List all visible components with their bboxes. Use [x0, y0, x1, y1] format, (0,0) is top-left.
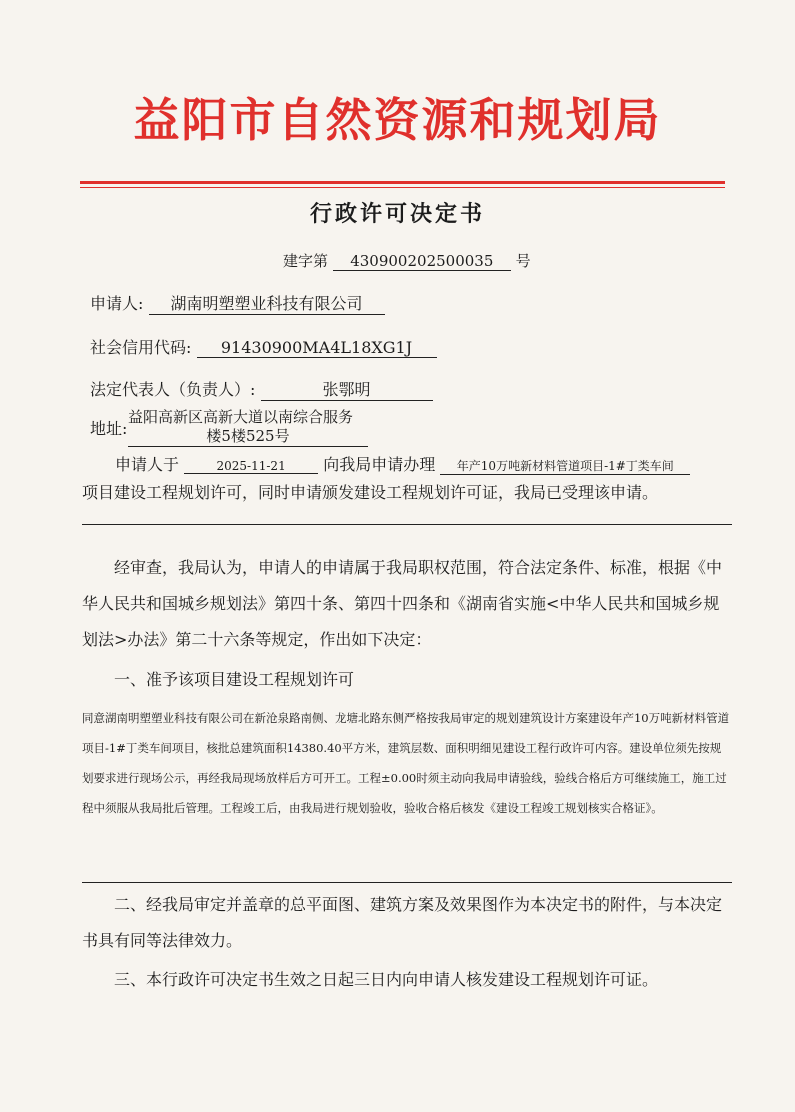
- header-rule-thick: [80, 181, 725, 184]
- document-number: [283, 250, 531, 271]
- decision-3: 三、本行政许可决定书生效之日起三日内向申请人核发建设工程规划许可证。: [114, 970, 659, 989]
- document-title: 行政许可决定书: [309, 201, 485, 227]
- bureau-header: 益阳市自然资源和规划局: [133, 93, 662, 147]
- doc-number-prefix: 建字第: [283, 252, 329, 270]
- legal-rep-field: [90, 377, 433, 401]
- header-rule-thin: [80, 187, 725, 188]
- decision-detail: 同意湖南明塑塑业科技有限公司在新沧泉路南侧、龙塘北路东侧严格按我局审定的规划建筑设计方案建设年产10万吨新材料管道项目-1#丁类车间项目，核批总建筑面积14380.40平方米，建筑层数、面积明细见建设工程行政许可内容。建设单位须先按规划要求进行现场公示，再经我局现场放样后方可开工。工程±0.00时须主动向我局申请验线，验线合格后方可继续施工，施工过程中须服从我局批后管理。工程竣工后，由我局进行规划验收，验收合格后核发《建设工程竣工规划核实合格证》。: [82, 711, 730, 815]
- review-paragraph: 经审查，我局认为，申请人的申请属于我局职权范围，符合法定条件、标准，根据《中华人民共和国城乡规划法》第四十条、第四十四条和《湖南省实施<中华人民共和国城乡规划法>办法》第二十六条等规定，作出如下决定：: [82, 558, 723, 649]
- address-line1: 益阳高新区高新大道以南综合服务: [128, 408, 354, 426]
- applicant-value: 湖南明塑塑业科技有限公司: [149, 291, 385, 315]
- detail-divider: [82, 882, 732, 883]
- decision-2: 二、经我局审定并盖章的总平面图、建筑方案及效果图作为本决定书的附件，与本决定书具有同等法律效力。: [82, 895, 723, 950]
- credit-code-value: 91430900MA4L18XG1J: [197, 338, 437, 358]
- applicant-field: [90, 291, 385, 315]
- legal-rep-label: 法定代表人（负责人）:: [90, 380, 256, 399]
- section-divider: [82, 524, 732, 525]
- application-project: 年产10万吨新材料管道项目-1#丁类车间: [440, 457, 690, 475]
- application-prefix: 申请人于: [115, 455, 180, 474]
- doc-number-value: 430900202500035: [333, 252, 511, 271]
- credit-code-field: [90, 335, 437, 358]
- application-date: 2025-11-21: [184, 459, 318, 474]
- address-line2: 楼5楼525号: [128, 425, 368, 447]
- doc-number-suffix: 号: [515, 252, 531, 270]
- application-line2: 项目建设工程规划许可，同时申请颁发建设工程规划许可证，我局已受理该申请。: [82, 483, 659, 502]
- application-line: [115, 452, 690, 475]
- application-middle: 向我局申请办理: [323, 455, 436, 474]
- credit-code-label: 社会信用代码:: [90, 338, 192, 357]
- address-label: 地址:: [90, 419, 128, 438]
- decision-1: 一、准予该项目建设工程规划许可: [114, 670, 355, 689]
- applicant-label: 申请人:: [90, 294, 144, 313]
- legal-rep-value: 张鄂明: [261, 377, 433, 401]
